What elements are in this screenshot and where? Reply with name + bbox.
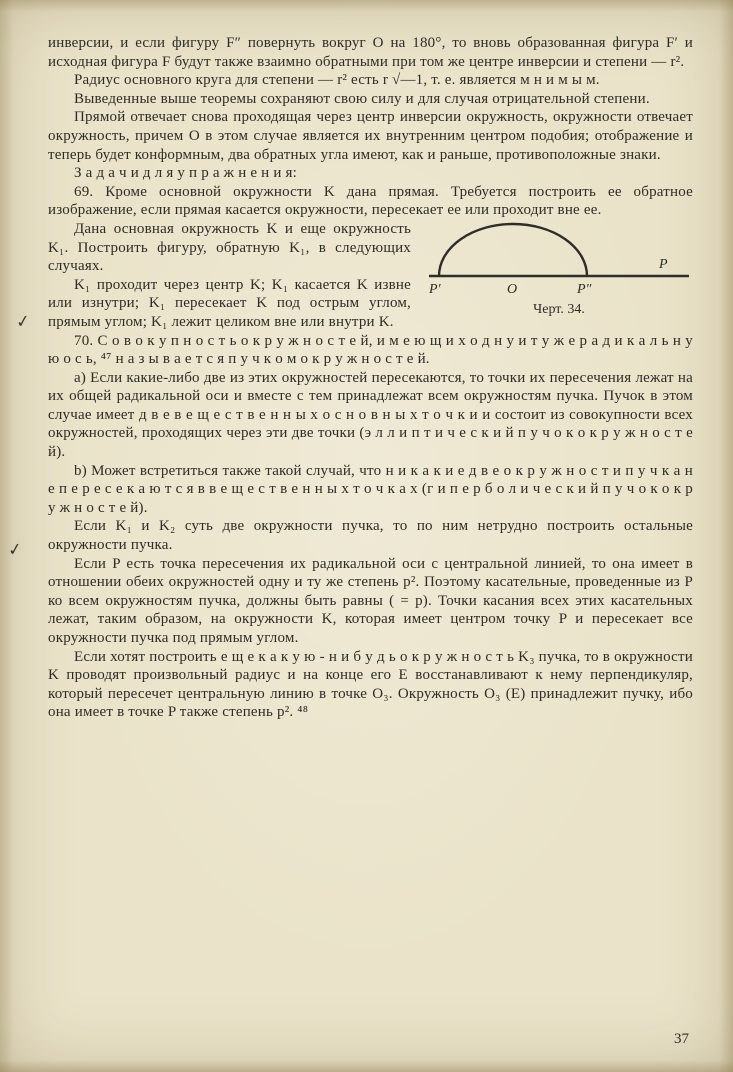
- page-number: 37: [674, 1031, 689, 1047]
- figure-caption: Черт. 34.: [533, 301, 585, 317]
- tasks-heading: З а д а ч и д л я у п р а ж н е н и я:: [74, 165, 298, 182]
- paragraph-continuation: инверсии, и если фигуру F″ повернуть вокруг O на 180°, то вновь образованная фигура F′ и исходная фигура F будут также взаимно обратными при том же центре инверсии и степени — r².: [48, 35, 693, 70]
- paragraph-theorems: Выведенные выше теоремы сохраняют свою силу и для случая отрицательной степени.: [74, 90, 650, 107]
- paragraph-two-circles: Если K₁ и K₂ суть две окружности пучка, то по ним нетрудно построить остальные окружности пучка.: [48, 518, 693, 554]
- paragraph-radius: Радиус основного круга для степени — r² есть r √—1, т. е. является м н и м ы м.: [74, 72, 600, 89]
- paragraph-construct-k3: Если хотят построить е щ е к а к у ю - н и б у д ь о к р у ж н о с т ь K₃ пучка, то в окружности K проводят произвольный радиус и на конце его E восстанавливают к нему перпендикуляр, который пересечет центральную линию в точке O₃. Окружность O₃ (E) принадлежит пучку, ибо она имеет в точке P также степень p². ⁴⁸: [48, 648, 693, 721]
- figure-label-p-double-prime: P″: [577, 281, 592, 297]
- paragraph-line-circle: Прямой отвечает снова проходящая через центр инверсии окружность, окружности отвечает окружность, причем O в этом случае является их внутренним центром подобия; отображение и теперь будет конформным, два обратных угла имеют, как и раньше, противоположные знаки.: [48, 109, 693, 163]
- figure-label-o: O: [507, 281, 518, 297]
- paragraph-task-69: 69. Кроме основной окружности K дана прямая. Требуется построить ее обратное изображение, если прямая касается окружности, пересекает ее или проходит вне ее.: [48, 183, 693, 219]
- figure-label-p-prime: P′: [429, 281, 441, 297]
- paragraph-hyperbolic-pencil: b) Может встретиться также такой случай, что н и к а к и е д в е о к р у ж н о с т и п у ч к а н е п е р е с е к а ю т с я в в е щ е с т в е н н ы х т о ч к а х (г и п е р б о л и ч е с к и й п у ч о к о к р у ж н о с т е й).: [48, 462, 693, 516]
- margin-checkmark-1: ✓: [14, 311, 32, 332]
- figure-label-p: P: [659, 256, 668, 272]
- paragraph-given-circle: Дана основная окружность K и еще окружность K₁. Построить фигуру, обратную K₁, в следующих случаях.: [48, 220, 411, 275]
- paragraph-elliptic-pencil: а) Если какие-либо две из этих окружностей пересекаются, то точки их пересечения лежат на их общей радикальной оси и вместе с тем принадлежат всем окружностям пучка. Пучок в этом случае имеет д в е в е щ е с т в е н н ы х о с н о в н ы х т о ч к и и состоит из совокупности всех окружностей, проходящих через эти две точки (э л л и п т и ч е с к и й п у ч о к о к р у ж н о с т е й).: [48, 369, 693, 461]
- paragraph-task-70: 70. С о в о к у п н о с т ь о к р у ж н о с т е й, и м е ю щ и х о д н у и т у ж е р а д и к а л ь н у ю о с ь, ⁴⁷ н а з ы в а е т с я п у ч к о м о к р у ж н о с т е й.: [48, 332, 693, 368]
- margin-checkmark-2: ✓: [6, 539, 24, 560]
- figure-chart-34: [425, 222, 693, 318]
- figure-drawing: [425, 222, 693, 300]
- figure-text-wrap: [48, 220, 693, 332]
- paragraph-radical-axis: Если P есть точка пересечения их радикальной оси с центральной линией, то она имеет в отношении обеих окружностей одну и ту же степень p². Поэтому касательные, проведенные из P ко всем окружностям пучка, должны быть равны ( = p). Точки касания всех этих касательных лежат, таким образом, на окружности K, которая имеет центром точку P и пересекает все окружности пучка под прямым углом.: [48, 555, 693, 646]
- figure-arc: [439, 224, 587, 276]
- page-content: [48, 34, 693, 722]
- paragraph-k1-cases: K₁ проходит через центр K; K₁ касается K извне или изнутри; K₁ пересекает K под острым углом, прямым углом; K₁ лежит целиком вне или внутри K.: [48, 276, 411, 330]
